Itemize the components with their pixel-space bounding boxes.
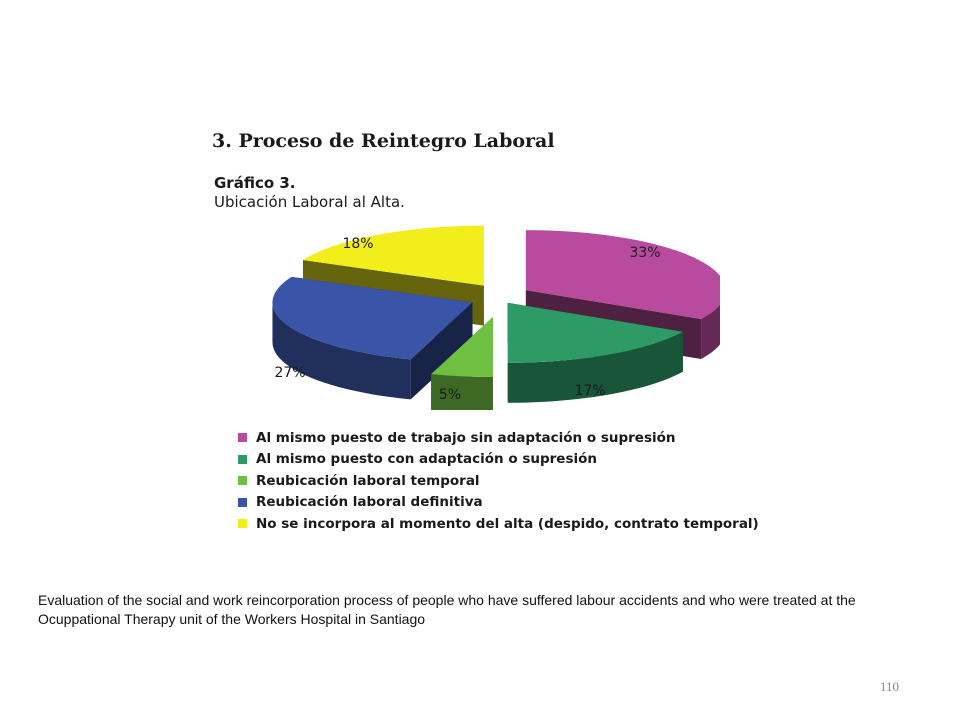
chart-legend bbox=[238, 427, 759, 535]
chart-title: Ubicación Laboral al Alta. bbox=[214, 193, 405, 211]
legend-swatch bbox=[238, 519, 247, 528]
legend-label: Al mismo puesto con adaptación o supresión bbox=[256, 451, 598, 468]
page-number: 110 bbox=[880, 679, 900, 694]
legend-swatch bbox=[238, 455, 247, 464]
slice-percent-label: 27% bbox=[274, 365, 306, 381]
legend-label: Al mismo puesto de trabajo sin adaptación o supresión bbox=[256, 429, 676, 446]
exploded-3d-pie-chart bbox=[260, 225, 720, 410]
legend-item bbox=[238, 427, 759, 449]
legend-item bbox=[238, 470, 759, 492]
figure-label: Gráfico 3. bbox=[214, 174, 296, 192]
legend-label: Reubicación laboral definitiva bbox=[256, 494, 483, 511]
slice-percent-label: 5% bbox=[438, 387, 462, 403]
legend-item bbox=[238, 513, 759, 535]
section-heading: 3. Proceso de Reintegro Laboral bbox=[212, 130, 555, 152]
legend-label: Reubicación laboral temporal bbox=[256, 472, 480, 489]
legend-label: No se incorpora al momento del alta (despido, contrato temporal) bbox=[256, 515, 759, 532]
figure-caption: Evaluation of the social and work reincorporation process of people who have suffered labour accidents and who were treated at the Ocuppational Therapy unit of the Workers Hospital in Santiago bbox=[38, 592, 856, 627]
slice-percent-label: 17% bbox=[574, 383, 606, 399]
legend-swatch bbox=[238, 498, 247, 507]
slice-percent-label: 18% bbox=[342, 236, 374, 252]
legend-item bbox=[238, 492, 759, 514]
legend-swatch bbox=[238, 476, 247, 485]
slice-percent-label: 33% bbox=[629, 245, 661, 261]
legend-swatch bbox=[238, 433, 247, 442]
legend-item bbox=[238, 449, 759, 471]
